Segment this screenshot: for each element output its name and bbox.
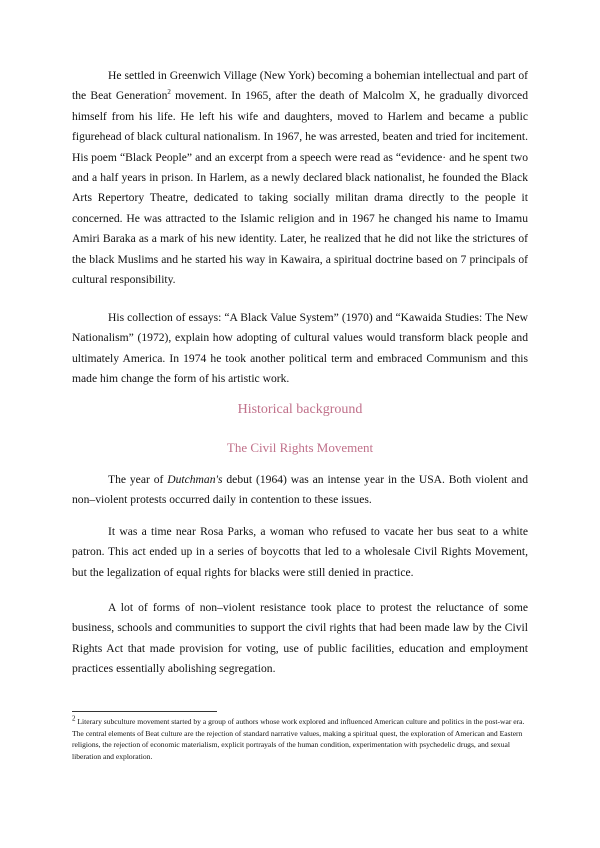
paragraph-rosa-parks: It was a time near Rosa Parks, a woman who refused to vacate her bus seat to a white patron. This act ended up in a series of boycotts that led to a wholesale Civil Rights Movement, but the legalization of equal rights for blacks were still denied in practice. — [72, 525, 528, 579]
paragraph-dutchman — [72, 470, 528, 511]
paragraph-text: debut (1964) was an intense year in the USA. Both violent and non–violent protests occurred daily in contention to these issues. — [72, 473, 528, 507]
paragraph-text: He settled in Greenwich Village (New York) becoming a bohemian intellectual and part of the Beat Generation — [72, 69, 528, 103]
footnote-divider — [72, 711, 217, 712]
subsection-heading: The Civil Rights Movement — [226, 440, 374, 455]
paragraph-resistance: A lot of forms of non–violent resistance took place to protest the reluctance of some business, schools and communities to support the civil rights that had been made law by the Civil Rights Act that made provision for voting, use of public facilities, education and employment practices essentially abolishing segregation. — [72, 601, 528, 676]
section-heading: Historical background — [237, 402, 363, 417]
paragraph-text: The year of — [108, 473, 168, 486]
paragraph-biography — [72, 66, 528, 290]
footnote-reference: 2 — [167, 88, 171, 97]
play-title: Dutchman's — [167, 473, 223, 486]
paragraph-text: movement. In 1965, after the death of Malcolm X, he gradually divorced himself from his life. He left his wife and daughters, moved to Harlem and became a public figurehead of black cultural nationalism. In 1967, he was arrested, beaten and tried for incitement. His poem “Black People” and an excerpt from a speech were read as “evidence· and he spent two and a half years in prison. In Harlem, as a newly declared black nationalist, he founded the Black Arts Repertory Theatre, dedicated to taking socially militan drama directly to the people it concerned. He was attracted to the Islamic religion and in 1967 he changed his name to Imamu Amiri Baraka as a mark of his new identity. Later, he realized that he did not like the strictures of the black Muslims and he started his way in Kawaira, a spiritual doctrine based on 7 principals of cultural responsibility. — [72, 89, 528, 287]
footnote — [72, 716, 528, 762]
footnote-number: 2 — [72, 714, 76, 723]
paragraph-essays: His collection of essays: “A Black Value System” (1970) and “Kawaida Studies: The New Nationalism” (1972), explain how adopting of cultural values would transform black people and ultimately America. In 1974 he took another political term and embraced Communism and this made him change the form of his artistic work. — [72, 311, 528, 386]
footnote-text: Literary subculture movement started by a group of authors whose work explored and influenced American culture and politics in the post-war era. The central elements of Beat culture are the rejection of standard narrative values, making a spiritual quest, the exploration of American and Eastern religions, the rejection of economic materialism, explicit portrayals of the human condition, experimentation with psychedelic drugs, and sexual liberation and exploration. — [72, 717, 525, 761]
